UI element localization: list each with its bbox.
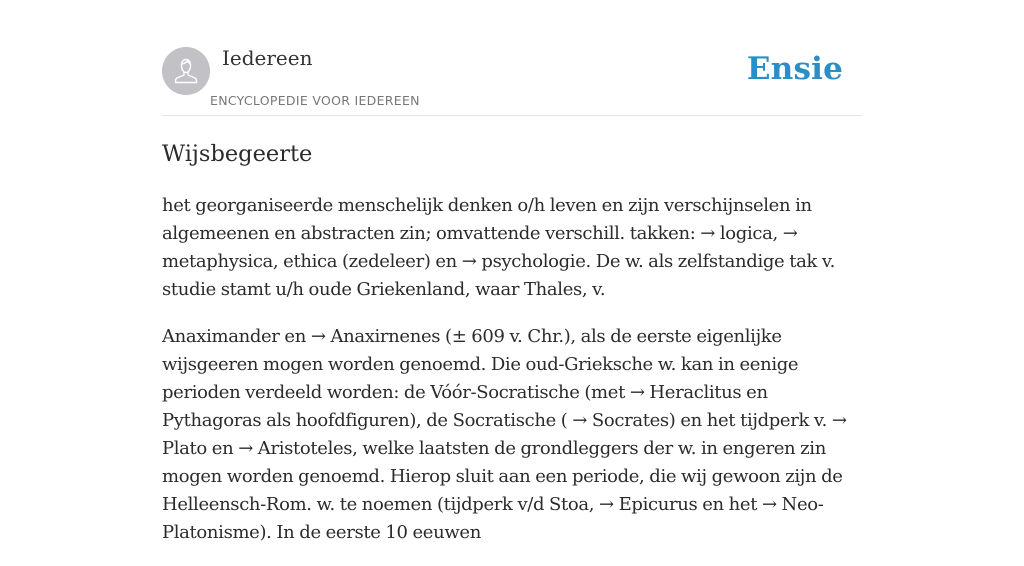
header xyxy=(162,0,862,116)
page xyxy=(162,0,862,543)
author-name[interactable]: Iedereen xyxy=(222,46,313,70)
article-title: Wijsbegeerte xyxy=(162,141,313,167)
article-paragraph: het georganiseerde menschelijk denken o/h leven en zijn verschijnselen in algemeenen en abstracten zin; omvattende verschill. takken: → logica, → metaphysica, ethica (zedeleer) en → psychologie. De w. als zelfstandige tak v. studie stamt u/h oude Griekenland, waar Thales, v. xyxy=(162,195,835,300)
article-body xyxy=(162,192,862,566)
site-tagline: ENCYCLOPEDIE VOOR IEDEREEN xyxy=(210,93,420,108)
avatar[interactable] xyxy=(162,47,210,95)
brand-logo[interactable]: Ensie xyxy=(746,51,843,87)
user-silhouette-icon xyxy=(162,47,210,95)
article-paragraph: Anaximander en → Anaxirnenes (± 609 v. Chr.), als de eerste eigenlijke wijsgeeren mogen worden genoemd. Die oud-Grieksche w. kan in eenige perioden verdeeld worden: de Vóór-Socratische (met → Heraclitus en Pythagoras als hoofdfiguren), de Socratische ( → Socrates) en het tijdperk v. → Plato en → Aristoteles, welke laatsten de grondleggers der w. in engeren zin mogen worden genoemd. Hierop sluit aan een periode, die wij gewoon zijn de Helleensch-Rom. w. te noemen (tijdperk v/d Stoa, → Epicurus en het → Neo-Platonisme). In de eerste 10 eeuwen xyxy=(162,326,847,543)
